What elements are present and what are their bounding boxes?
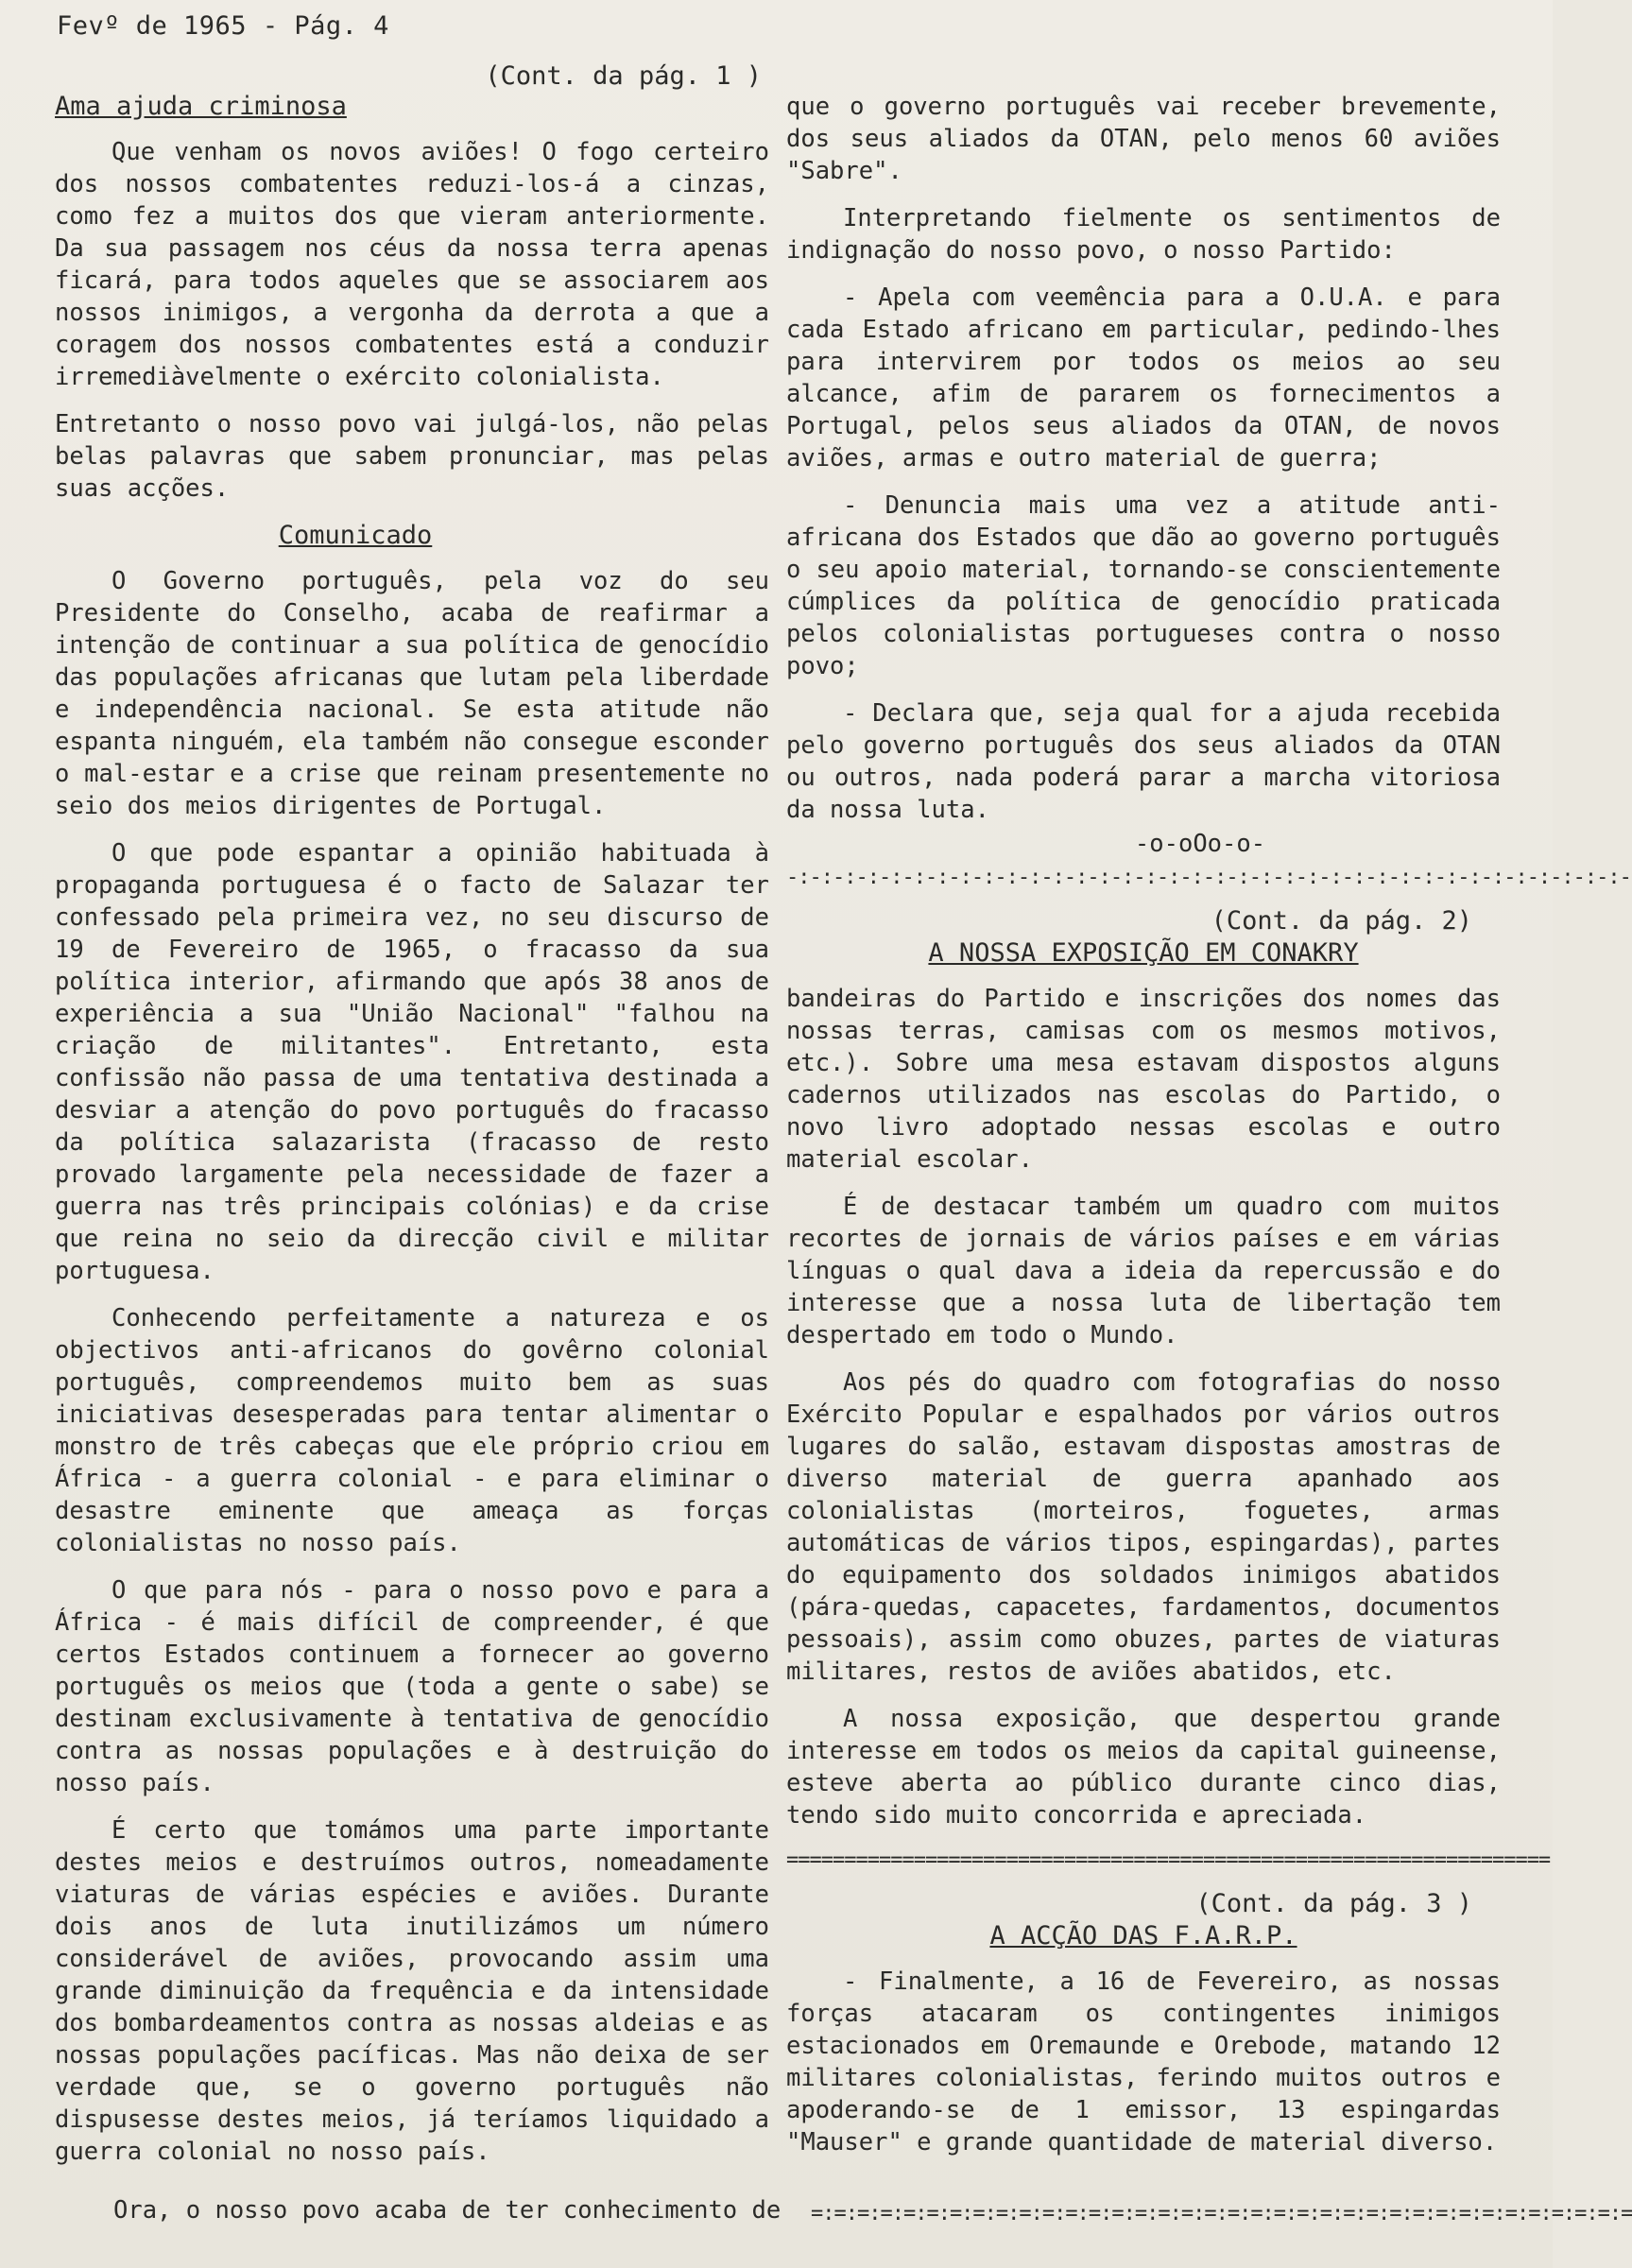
article-paragraph: - Finalmente, a 16 de Fevereiro, as nossas forças atacaram os contingentes inimigos estacionados em Oremaunde e Orebode, matando 12 militares colonialistas, ferindo muitos outros e apoderando-se de 1 emissor, 13 espingardas "Mauser" e grande quantidade de material diverso. xyxy=(786,1967,1501,2156)
declaration-item: - Denuncia mais uma vez a atitude anti-africana dos Estados que dão ao governo português o seu apoio material, tornando-se conscientemente cúmplices da política de genocídio praticada pelos colonialistas portugueses contra o nosso povo; xyxy=(786,491,1501,680)
article-title-farp: A ACÇÃO DAS F.A.R.P. xyxy=(989,1921,1297,1950)
page-header: Fevº de 1965 - Pág. 4 xyxy=(57,11,389,41)
article-paragraph: O Governo português, pela voz do seu Presidente do Conselho, acaba de reafirmar a intenção de continuar a sua política de genocídio das populações africanas que lutam pela liberdade e independência nacional. Se esta atitude não espanta ninguém, ela também não consegue esconder o mal-estar e a crise que reinam presentemente no seio dos meios dirigentes de Portugal. xyxy=(55,567,769,820)
article-paragraph: O que para nós - para o nosso povo e para a África - é mais difícil de compreender, é que certos Estados continuem a fornecer ao governo português os meios que (toda a gente o sabe) se destinam exclusivamente à tentativa de genocídio contra as nossas populações e à destruição do nosso país. xyxy=(55,1576,769,1797)
article-paragraph: É de destacar também um quadro com muitos recortes de jornais de vários países e em várias línguas o qual dava a ideia da repercussão e do interesse que a nossa luta de libertação tem despertado em todo o Mundo. xyxy=(786,1193,1501,1349)
article-title-ajuda: Ama ajuda criminosa xyxy=(55,92,347,121)
article-paragraph: Conhecendo perfeitamente a natureza e os objectivos anti-africanos do govêrno colonial português, compreendemos muito bem as suas iniciativas desesperadas para tentar alimentar o monstro de três cabeças que ele próprio criou em África - a guerra colonial - e para eliminar o desastre eminente que ameaça as forças colonialistas no nosso país. xyxy=(55,1304,769,1557)
article-paragraph: bandeiras do Partido e inscrições dos nomes das nossas terras, camisas com os mesmos motivos, etc.). Sobre uma mesa estavam dispostos alguns cadernos utilizados nas escolas do Partido, o novo livro adoptado nessas escolas e outro material escolar. xyxy=(786,985,1501,1174)
exposicao-continuation-ref: (Cont. da pág. 2) xyxy=(1211,906,1472,936)
left-column xyxy=(55,91,769,2183)
end-mark: -o-oOo-o- xyxy=(1134,830,1266,858)
farp-continuation-ref: (Cont. da pág. 3 ) xyxy=(1195,1889,1472,1918)
article-title-exposicao: A NOSSA EXPOSIÇÃO EM CONAKRY xyxy=(928,938,1359,968)
separator-rule: ================================================================== xyxy=(786,1848,1551,1872)
article-paragraph: Entretanto o nosso povo vai julgá-los, não pelas belas palavras que sabem pronunciar, mas pelas suas acções. xyxy=(55,410,769,503)
article-paragraph: Interpretando fielmente os sentimentos de indignação do nosso povo, o nosso Partido: xyxy=(786,204,1501,265)
left-column-last-line: Ora, o nosso povo acaba de ter conhecimento de xyxy=(113,2196,782,2225)
left-continuation-ref: (Cont. da pág. 1 ) xyxy=(485,61,762,91)
article-paragraph: O que pode espantar a opinião habituada à propaganda portuguesa é o facto de Salazar ter confessado pela primeira vez, no seu discurso de 19 de Fevereiro de 1965, o fracasso da sua política interior, afirmando que após 38 anos de experiência a sua "União Nacional" "falhou na criação de militantes". Entretanto, esta confissão não passa de uma tentativa destinada a desviar a atenção do povo português do fracasso da política salazarista (fracasso de resto provado largamente pela necessidade de fazer a guerra nas três principais colónias) e da crise que reina no seio da direcção civil e militar portuguesa. xyxy=(55,839,769,1285)
article-paragraph: Que venham os novos aviões! O fogo certeiro dos nossos combatentes reduzi-los-á a cinzas, como fez a muitos dos que vieram anteriormente. Da sua passagem nos céus da nossa terra apenas ficará, para todos aqueles que se associarem aos nossos inimigos, a vergonha da derrota a que a coragem dos nossos combatentes está a conduzir irremediàvelmente o exército colonialista. xyxy=(55,138,769,391)
article-paragraph: A nossa exposição, que despertou grande interesse em todos os meios da capital guineense, esteve aberta ao público durante cinco dias, tendo sido muito concorrida e apreciada. xyxy=(786,1705,1501,1830)
separator-rule-bottom: =:=:=:=:=:=:=:=:=:=:=:=:=:=:=:=:=:=:=:=:=:=:=:=:=:=:=:=:=:=:=:=:=:=:=:= xyxy=(811,2202,1632,2225)
separator-rule: -:-:-:-:-:-:-:-:-:-:-:-:-:-:-:-:-:-:-:-:-:-:-:-:-:-:-:-:-:-:-:-:-:-:-:-:- xyxy=(786,866,1631,889)
article-paragraph: É certo que tomámos uma parte importante destes meios e destruímos outros, nomeadamente viaturas de várias espécies e aviões. Durante dois anos de luta inutilizámos um número considerável de aviões, provocando assim uma grande diminuição da frequência e da intensidade dos bombardeamentos contra as nossas aldeias e as nossas populações pacíficas. Mas não deixa de ser verdade que, se o governo português não dispusesse destes meios, já teríamos liquidado a guerra colonial no nosso país. xyxy=(55,1816,769,2166)
article-paragraph: que o governo português vai receber brevemente, dos seus aliados da OTAN, pelo menos 60 aviões "Sabre". xyxy=(786,93,1501,185)
article-paragraph: Aos pés do quadro com fotografias do nosso Exército Popular e espalhados por vários outros lugares do salão, estavam dispostas amostras de diverso material de guerra apanhado aos colonialistas (morteiros, foguetes, armas automáticas de vários tipos, espingardas), partes do equipamento dos soldados inimigos abatidos (pára-quedas, capacetes, fardamentos, documentos pessoais), assim como obuzes, partes de viaturas militares, restos de aviões abatidos, etc. xyxy=(786,1368,1501,1686)
article-title-comunicado: Comunicado xyxy=(278,521,433,550)
right-column xyxy=(786,91,1631,2174)
declaration-item: - Declara que, seja qual for a ajuda recebida pelo governo português dos seus aliados da OTAN ou outros, nada poderá parar a marcha vitoriosa da nossa luta. xyxy=(786,699,1501,824)
declaration-item: - Apela com veemência para a O.U.A. e para cada Estado africano em particular, pedindo-lhes para intervirem por todos os meios ao seu alcance, afim de pararem os fornecimentos a Portugal, pelos seus aliados da OTAN, de novos aviões, armas e outro material de guerra; xyxy=(786,284,1501,472)
